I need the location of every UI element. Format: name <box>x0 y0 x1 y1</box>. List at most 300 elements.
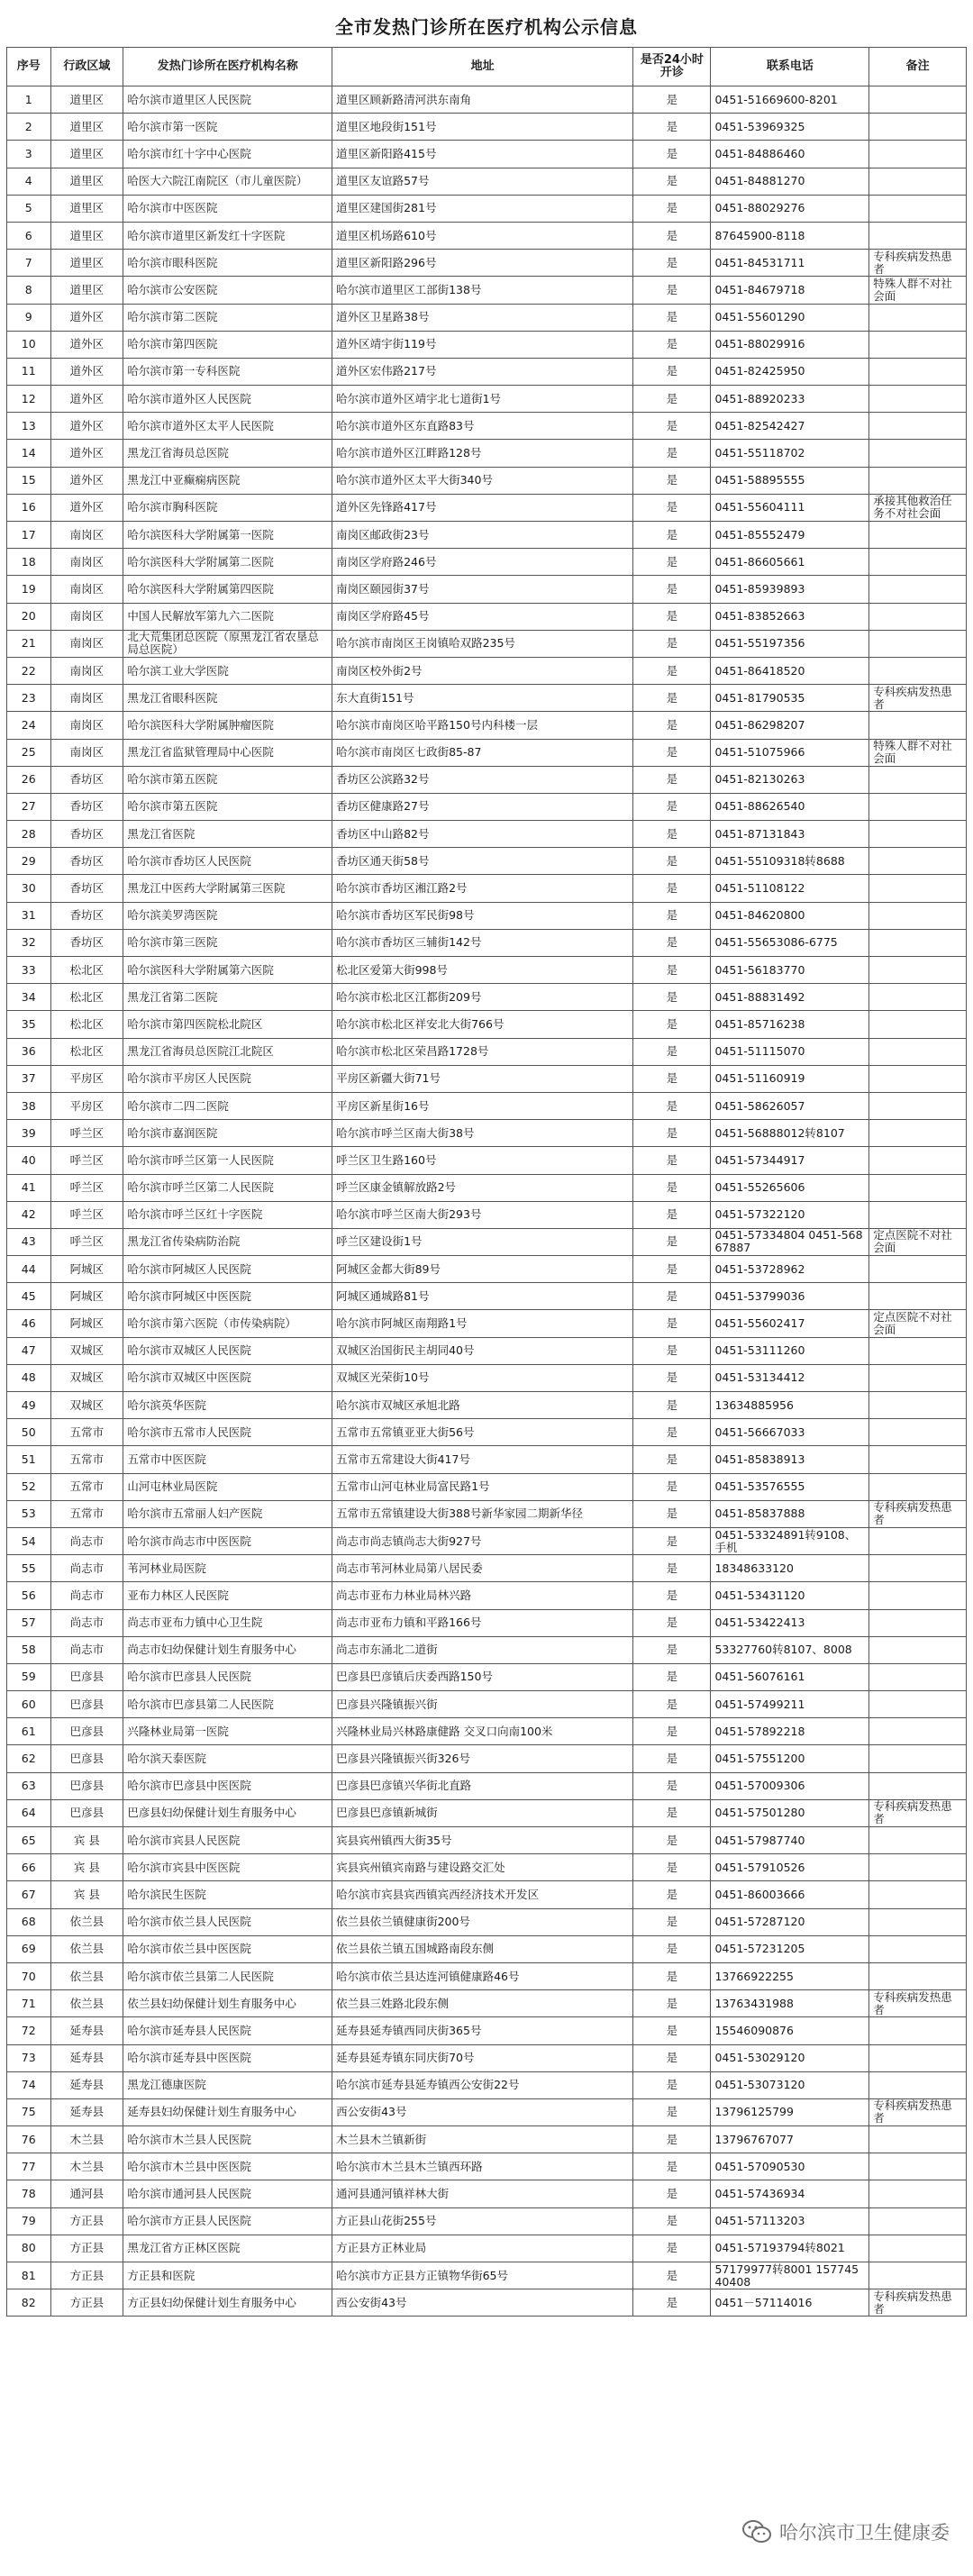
cell-address: 南岗区邮政街23号 <box>332 522 633 549</box>
cell-phone: 87645900-8118 <box>711 222 869 249</box>
cell-remark <box>869 549 967 576</box>
cell-remark <box>869 2044 967 2071</box>
cell-address: 尚志市尚志镇尚志大街927号 <box>332 1527 633 1554</box>
cell-index: 2 <box>7 114 51 141</box>
cell-institution: 中国人民解放军第九六二医院 <box>123 603 332 630</box>
cell-phone: 0451-84620800 <box>711 902 869 929</box>
cell-address: 尚志市苇河林业局第八居民委 <box>332 1555 633 1582</box>
fever-clinic-table <box>6 47 967 2317</box>
cell-institution: 哈尔滨市平房区人民医院 <box>123 1065 332 1092</box>
cell-24h: 是 <box>633 576 711 603</box>
cell-district: 香坊区 <box>50 793 123 820</box>
cell-index: 76 <box>7 2126 51 2153</box>
cell-institution: 哈尔滨医科大学附属第六医院 <box>123 957 332 984</box>
cell-district: 方正县 <box>50 2289 123 2317</box>
cell-district: 阿城区 <box>50 1256 123 1283</box>
cell-district: 依兰县 <box>50 1935 123 1962</box>
cell-24h: 是 <box>633 467 711 494</box>
cell-index: 47 <box>7 1337 51 1364</box>
cell-institution: 哈尔滨市五常丽人妇产医院 <box>123 1500 332 1527</box>
cell-index: 6 <box>7 222 51 249</box>
cell-institution: 哈尔滨市第一医院 <box>123 114 332 141</box>
cell-phone: 0451-51108122 <box>711 875 869 902</box>
cell-institution: 黑龙江省眼科医院 <box>123 685 332 712</box>
cell-address: 双城区治国街民主胡同40号 <box>332 1337 633 1364</box>
cell-index: 70 <box>7 1962 51 1989</box>
cell-district: 巴彦县 <box>50 1745 123 1772</box>
cell-index: 64 <box>7 1799 51 1826</box>
cell-index: 46 <box>7 1310 51 1337</box>
cell-address: 依兰县依兰镇健康街200号 <box>332 1908 633 1935</box>
cell-institution: 哈尔滨医科大学附属第二医院 <box>123 549 332 576</box>
cell-address: 道里区新阳路415号 <box>332 141 633 168</box>
cell-district: 道外区 <box>50 331 123 358</box>
cell-phone: 0451-57344917 <box>711 1147 869 1174</box>
cell-phone: 0451-53029120 <box>711 2044 869 2071</box>
cell-address: 哈尔滨市依兰县达连河镇健康路46号 <box>332 1962 633 1989</box>
cell-district: 双城区 <box>50 1392 123 1419</box>
cell-phone: 0451-55604111 <box>711 494 869 521</box>
watermark-text: 哈尔滨市卫生健康委 <box>779 2522 950 2544</box>
cell-index: 13 <box>7 413 51 440</box>
table-row <box>7 1364 967 1391</box>
cell-institution: 方正县妇幼保健计划生育服务中心 <box>123 2289 332 2317</box>
cell-institution: 哈尔滨市二四二医院 <box>123 1092 332 1119</box>
cell-phone: 0451-84679718 <box>711 277 869 304</box>
cell-district: 松北区 <box>50 957 123 984</box>
cell-institution: 哈尔滨市巴彦县中医医院 <box>123 1772 332 1799</box>
cell-index: 54 <box>7 1527 51 1554</box>
table-row <box>7 1092 967 1119</box>
cell-institution: 哈尔滨市呼兰区红十字医院 <box>123 1201 332 1228</box>
cell-phone: 0451-51115070 <box>711 1038 869 1065</box>
cell-24h: 是 <box>633 2071 711 2098</box>
cell-phone: 0451-84886460 <box>711 141 869 168</box>
cell-24h: 是 <box>633 1419 711 1446</box>
cell-address: 哈尔滨市南岗区王岗镇哈双路235号 <box>332 630 633 657</box>
cell-address: 道外区宏伟路217号 <box>332 358 633 385</box>
cell-district: 尚志市 <box>50 1555 123 1582</box>
cell-index: 80 <box>7 2235 51 2262</box>
table-row <box>7 2017 967 2044</box>
cell-institution: 哈尔滨市呼兰区第一人民医院 <box>123 1147 332 1174</box>
cell-district: 呼兰区 <box>50 1174 123 1201</box>
cell-address: 西公安街43号 <box>332 2098 633 2125</box>
cell-address: 南岗区颐园街37号 <box>332 576 633 603</box>
cell-address: 巴彦县兴隆镇振兴街 <box>332 1691 633 1718</box>
cell-institution: 哈尔滨市双城区中医医院 <box>123 1364 332 1391</box>
cell-24h: 是 <box>633 1446 711 1473</box>
cell-district: 平房区 <box>50 1065 123 1092</box>
cell-24h: 是 <box>633 1120 711 1147</box>
cell-24h: 是 <box>633 413 711 440</box>
cell-24h: 是 <box>633 657 711 684</box>
cell-phone: 13796767077 <box>711 2126 869 2153</box>
cell-remark <box>869 141 967 168</box>
cell-24h: 是 <box>633 1962 711 1989</box>
cell-24h: 是 <box>633 1854 711 1881</box>
cell-institution: 哈尔滨市道里区人民医院 <box>123 86 332 114</box>
table-row <box>7 1881 967 1908</box>
table-row <box>7 984 967 1011</box>
cell-district: 南岗区 <box>50 549 123 576</box>
cell-institution: 哈尔滨市第四医院松北院区 <box>123 1011 332 1038</box>
cell-phone: 0451-86605661 <box>711 549 869 576</box>
cell-remark <box>869 793 967 820</box>
cell-phone: 0451-55109318转8688 <box>711 848 869 875</box>
cell-institution: 哈尔滨天泰医院 <box>123 1745 332 1772</box>
cell-district: 南岗区 <box>50 712 123 739</box>
cell-remark <box>869 984 967 1011</box>
cell-24h: 是 <box>633 250 711 277</box>
cell-remark: 专科疾病发热患者 <box>869 2289 967 2317</box>
cell-remark <box>869 522 967 549</box>
cell-24h: 是 <box>633 494 711 521</box>
cell-index: 40 <box>7 1147 51 1174</box>
cell-phone: 0451-57987740 <box>711 1827 869 1854</box>
cell-district: 道里区 <box>50 114 123 141</box>
cell-phone: 0451-53422413 <box>711 1609 869 1636</box>
header-institution: 发热门诊所在医疗机构名称 <box>123 48 332 86</box>
cell-address: 哈尔滨市木兰县木兰镇西环路 <box>332 2153 633 2180</box>
table-row <box>7 1174 967 1201</box>
cell-address: 南岗区校外街2号 <box>332 657 633 684</box>
cell-institution: 黑龙江省方正林区医院 <box>123 2235 332 2262</box>
cell-district: 道外区 <box>50 440 123 467</box>
cell-district: 松北区 <box>50 1011 123 1038</box>
cell-24h: 是 <box>633 1582 711 1609</box>
cell-index: 75 <box>7 2098 51 2125</box>
cell-index: 34 <box>7 984 51 1011</box>
cell-24h: 是 <box>633 168 711 195</box>
cell-address: 香坊区公滨路32号 <box>332 766 633 793</box>
cell-institution: 哈尔滨市第六医院（市传染病院） <box>123 1310 332 1337</box>
cell-remark <box>869 2071 967 2098</box>
table-row <box>7 2207 967 2235</box>
cell-index: 79 <box>7 2207 51 2235</box>
cell-district: 通河县 <box>50 2180 123 2207</box>
cell-address: 双城区光荣街10号 <box>332 1364 633 1391</box>
cell-24h: 是 <box>633 1174 711 1201</box>
table-row <box>7 1854 967 1881</box>
cell-district: 道里区 <box>50 250 123 277</box>
cell-address: 呼兰区建设街1号 <box>332 1228 633 1255</box>
table-row <box>7 1827 967 1854</box>
cell-district: 尚志市 <box>50 1582 123 1609</box>
cell-24h: 是 <box>633 1718 711 1745</box>
table-row <box>7 413 967 440</box>
cell-district: 道外区 <box>50 494 123 521</box>
cell-address: 西公安街43号 <box>332 2289 633 2317</box>
cell-phone: 0451-85838913 <box>711 1446 869 1473</box>
cell-address: 尚志市东涌北二道街 <box>332 1636 633 1663</box>
cell-phone: 13766922255 <box>711 1962 869 1989</box>
cell-phone: 0451-57322120 <box>711 1201 869 1228</box>
cell-phone: 0451-85837888 <box>711 1500 869 1527</box>
cell-district: 南岗区 <box>50 739 123 766</box>
cell-remark <box>869 929 967 956</box>
cell-index: 59 <box>7 1663 51 1690</box>
cell-phone: 0451-57910526 <box>711 1854 869 1881</box>
cell-institution: 黑龙江中亚癫痫病医院 <box>123 467 332 494</box>
cell-district: 香坊区 <box>50 929 123 956</box>
cell-address: 巴彦县巴彦镇新城街 <box>332 1799 633 1826</box>
cell-index: 18 <box>7 549 51 576</box>
cell-remark <box>869 1881 967 1908</box>
cell-remark <box>869 1663 967 1690</box>
cell-phone: 0451-86003666 <box>711 1881 869 1908</box>
cell-address: 巴彦县兴隆镇振兴街326号 <box>332 1745 633 1772</box>
cell-institution: 哈尔滨市第三医院 <box>123 929 332 956</box>
cell-index: 81 <box>7 2262 51 2289</box>
cell-index: 7 <box>7 250 51 277</box>
table-row <box>7 304 967 331</box>
cell-remark <box>869 413 967 440</box>
cell-24h: 是 <box>633 1772 711 1799</box>
wechat-icon <box>741 2519 772 2544</box>
cell-phone: 0451-51075966 <box>711 739 869 766</box>
cell-district: 南岗区 <box>50 522 123 549</box>
cell-remark <box>869 1147 967 1174</box>
cell-district: 平房区 <box>50 1092 123 1119</box>
cell-phone: 0451-53111260 <box>711 1337 869 1364</box>
cell-24h: 是 <box>633 2098 711 2125</box>
cell-institution: 哈尔滨市道外区太平人民医院 <box>123 413 332 440</box>
cell-address: 道里区友谊路57号 <box>332 168 633 195</box>
cell-institution: 哈尔滨市阿城区人民医院 <box>123 1256 332 1283</box>
cell-remark <box>869 1473 967 1500</box>
cell-address: 平房区新星街16号 <box>332 1092 633 1119</box>
cell-address: 道里区地段街151号 <box>332 114 633 141</box>
cell-institution: 哈尔滨市呼兰区第二人民医院 <box>123 1174 332 1201</box>
cell-index: 67 <box>7 1881 51 1908</box>
cell-address: 香坊区中山路82号 <box>332 821 633 848</box>
cell-remark <box>869 86 967 114</box>
table-row <box>7 1473 967 1500</box>
table-row <box>7 1500 967 1527</box>
table-row <box>7 1718 967 1745</box>
cell-remark <box>869 1854 967 1881</box>
cell-24h: 是 <box>633 848 711 875</box>
cell-24h: 是 <box>633 1881 711 1908</box>
cell-institution: 哈尔滨市中医医院 <box>123 195 332 222</box>
cell-24h: 是 <box>633 358 711 385</box>
table-row <box>7 1609 967 1636</box>
cell-address: 平房区新疆大街71号 <box>332 1065 633 1092</box>
table-row <box>7 1392 967 1419</box>
table-row <box>7 793 967 820</box>
cell-district: 道里区 <box>50 141 123 168</box>
cell-district: 木兰县 <box>50 2153 123 2180</box>
cell-institution: 哈尔滨市依兰县中医医院 <box>123 1935 332 1962</box>
cell-district: 五常市 <box>50 1500 123 1527</box>
cell-remark <box>869 1718 967 1745</box>
cell-remark <box>869 821 967 848</box>
table-row <box>7 331 967 358</box>
cell-address: 哈尔滨市方正县方正镇物华街65号 <box>332 2262 633 2289</box>
cell-24h: 是 <box>633 1147 711 1174</box>
cell-phone: 0451-57090530 <box>711 2153 869 2180</box>
cell-address: 宾县宾州镇宾南路与建设路交汇处 <box>332 1854 633 1881</box>
cell-24h: 是 <box>633 1065 711 1092</box>
cell-phone: 0451-51669600-8201 <box>711 86 869 114</box>
cell-remark <box>869 1935 967 1962</box>
cell-district: 尚志市 <box>50 1527 123 1554</box>
cell-address: 哈尔滨市道外区江畔路128号 <box>332 440 633 467</box>
cell-phone: 0451-53073120 <box>711 2071 869 2098</box>
cell-phone: 0451-88029916 <box>711 331 869 358</box>
table-row <box>7 2044 967 2071</box>
cell-district: 五常市 <box>50 1419 123 1446</box>
cell-remark <box>869 657 967 684</box>
cell-address: 哈尔滨市松北区荣昌路1728号 <box>332 1038 633 1065</box>
cell-district: 宾 县 <box>50 1827 123 1854</box>
cell-institution: 哈尔滨市双城区人民医院 <box>123 1337 332 1364</box>
table-row <box>7 386 967 413</box>
cell-index: 52 <box>7 1473 51 1500</box>
cell-index: 35 <box>7 1011 51 1038</box>
cell-index: 82 <box>7 2289 51 2317</box>
cell-district: 双城区 <box>50 1364 123 1391</box>
cell-remark <box>869 712 967 739</box>
cell-institution: 哈尔滨民生医院 <box>123 1881 332 1908</box>
cell-district: 道里区 <box>50 222 123 249</box>
cell-index: 32 <box>7 929 51 956</box>
cell-remark: 特殊人群不对社会面 <box>869 739 967 766</box>
cell-district: 双城区 <box>50 1337 123 1364</box>
cell-24h: 是 <box>633 86 711 114</box>
cell-institution: 哈尔滨市眼科医院 <box>123 250 332 277</box>
cell-institution: 哈尔滨市道外区人民医院 <box>123 386 332 413</box>
cell-24h: 是 <box>633 1827 711 1854</box>
cell-index: 23 <box>7 685 51 712</box>
cell-district: 依兰县 <box>50 1962 123 1989</box>
cell-phone: 0451-53431120 <box>711 1582 869 1609</box>
cell-24h: 是 <box>633 222 711 249</box>
cell-24h: 是 <box>633 2262 711 2289</box>
cell-address: 道外区先锋路417号 <box>332 494 633 521</box>
table-row <box>7 1120 967 1147</box>
cell-institution: 五常市中医医院 <box>123 1446 332 1473</box>
table-row <box>7 1908 967 1935</box>
cell-address: 哈尔滨市道外区东直路83号 <box>332 413 633 440</box>
cell-24h: 是 <box>633 1908 711 1935</box>
cell-index: 48 <box>7 1364 51 1391</box>
cell-district: 五常市 <box>50 1473 123 1500</box>
cell-index: 53 <box>7 1500 51 1527</box>
cell-index: 41 <box>7 1174 51 1201</box>
cell-address: 五常市五常镇亚亚大街56号 <box>332 1419 633 1446</box>
cell-district: 道外区 <box>50 358 123 385</box>
cell-phone: 0451-88029276 <box>711 195 869 222</box>
cell-institution: 尚志市妇幼保健计划生育服务中心 <box>123 1636 332 1663</box>
cell-index: 33 <box>7 957 51 984</box>
cell-remark <box>869 1256 967 1283</box>
cell-address: 道里区建国街281号 <box>332 195 633 222</box>
cell-institution: 方正县和医院 <box>123 2262 332 2289</box>
cell-index: 22 <box>7 657 51 684</box>
cell-remark: 专科疾病发热患者 <box>869 1799 967 1826</box>
cell-24h: 是 <box>633 141 711 168</box>
cell-address: 道外区靖宇街119号 <box>332 331 633 358</box>
cell-address: 方正县方正林业局 <box>332 2235 633 2262</box>
cell-index: 73 <box>7 2044 51 2071</box>
cell-phone: 0451-55118702 <box>711 440 869 467</box>
cell-address: 阿城区金都大街89号 <box>332 1256 633 1283</box>
cell-address: 延寿县延寿镇西同庆街365号 <box>332 2017 633 2044</box>
header-phone: 联系电话 <box>711 48 869 86</box>
cell-address: 呼兰区康金镇解放路2号 <box>332 1174 633 1201</box>
cell-remark <box>869 2126 967 2153</box>
table-row <box>7 1256 967 1283</box>
cell-index: 56 <box>7 1582 51 1609</box>
cell-address: 哈尔滨市南岗区七政街85-87 <box>332 739 633 766</box>
cell-24h: 是 <box>633 2126 711 2153</box>
cell-24h: 是 <box>633 440 711 467</box>
cell-district: 南岗区 <box>50 657 123 684</box>
cell-24h: 是 <box>633 1636 711 1663</box>
cell-address: 尚志市亚布力林业局林兴路 <box>332 1582 633 1609</box>
cell-remark <box>869 630 967 657</box>
cell-index: 26 <box>7 766 51 793</box>
cell-address: 巴彦县巴彦镇兴华街北直路 <box>332 1772 633 1799</box>
cell-institution: 哈尔滨工业大学医院 <box>123 657 332 684</box>
cell-24h: 是 <box>633 766 711 793</box>
cell-index: 45 <box>7 1283 51 1310</box>
cell-address: 东大直街151号 <box>332 685 633 712</box>
cell-remark <box>869 1283 967 1310</box>
table-row <box>7 576 967 603</box>
table-row <box>7 1962 967 1989</box>
table-row <box>7 1691 967 1718</box>
cell-institution: 哈尔滨市五常市人民医院 <box>123 1419 332 1446</box>
cell-district: 南岗区 <box>50 576 123 603</box>
cell-institution: 哈医大六院江南院区（市儿童医院） <box>123 168 332 195</box>
cell-24h: 是 <box>633 331 711 358</box>
cell-institution: 山河屯林业局医院 <box>123 1473 332 1500</box>
cell-address: 阿城区通城路81号 <box>332 1283 633 1310</box>
cell-remark <box>869 1065 967 1092</box>
cell-district: 呼兰区 <box>50 1201 123 1228</box>
cell-district: 方正县 <box>50 2207 123 2235</box>
cell-address: 哈尔滨市香坊区军民街98号 <box>332 902 633 929</box>
cell-institution: 哈尔滨市依兰县人民医院 <box>123 1908 332 1935</box>
cell-index: 60 <box>7 1691 51 1718</box>
cell-phone: 0451-58895555 <box>711 467 869 494</box>
cell-phone: 0451-88920233 <box>711 386 869 413</box>
cell-institution: 巴彦县妇幼保健计划生育服务中心 <box>123 1799 332 1826</box>
table-row <box>7 358 967 385</box>
cell-24h: 是 <box>633 1990 711 2017</box>
cell-phone: 0451-57231205 <box>711 1935 869 1962</box>
cell-index: 16 <box>7 494 51 521</box>
cell-address: 呼兰区卫生路160号 <box>332 1147 633 1174</box>
cell-24h: 是 <box>633 549 711 576</box>
cell-24h: 是 <box>633 902 711 929</box>
cell-address: 哈尔滨市道外区太平大街340号 <box>332 467 633 494</box>
cell-institution: 尚志市亚布力镇中心卫生院 <box>123 1609 332 1636</box>
cell-address: 哈尔滨市呼兰区南大街293号 <box>332 1201 633 1228</box>
cell-index: 4 <box>7 168 51 195</box>
cell-remark <box>869 1201 967 1228</box>
cell-phone: 0451-55653086-6775 <box>711 929 869 956</box>
cell-remark <box>869 168 967 195</box>
table-row <box>7 1745 967 1772</box>
cell-phone: 0451-55197356 <box>711 630 869 657</box>
cell-district: 阿城区 <box>50 1310 123 1337</box>
cell-address: 哈尔滨市宾县宾西镇宾西经济技术开发区 <box>332 1881 633 1908</box>
cell-address: 道里区机场路610号 <box>332 222 633 249</box>
